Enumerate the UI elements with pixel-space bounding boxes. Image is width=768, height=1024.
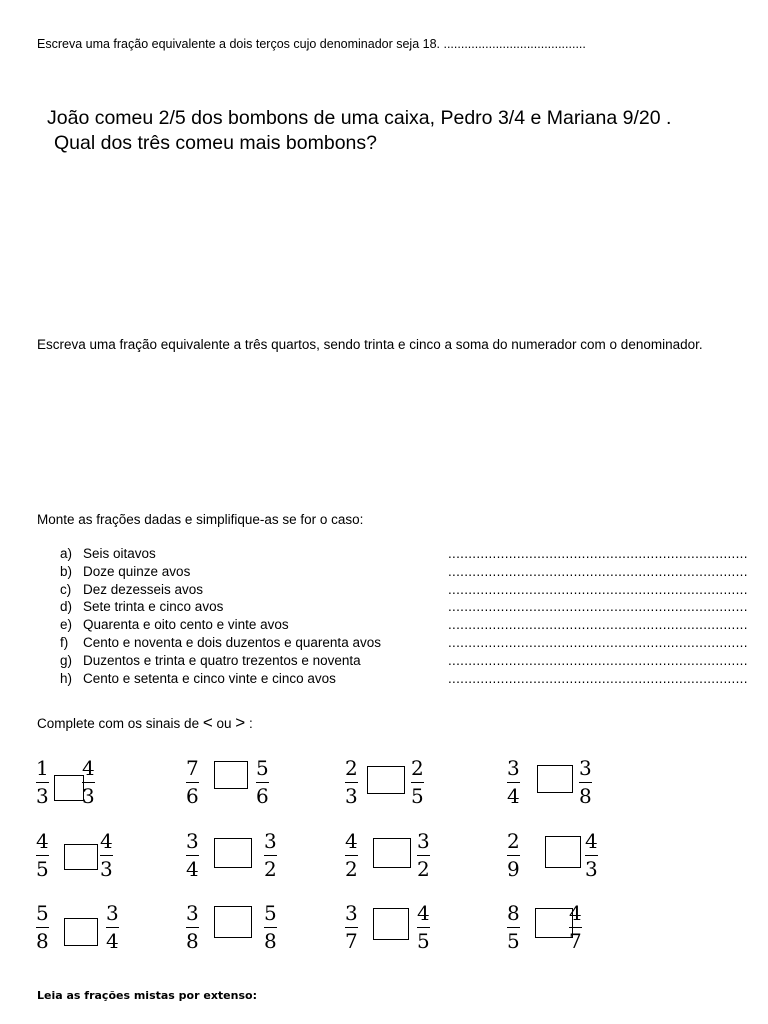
- fraction: [411, 757, 424, 807]
- fraction-denominator: 8: [36, 929, 49, 953]
- comparison-answer-box[interactable]: [64, 844, 98, 870]
- fraction-bar: [507, 782, 520, 783]
- question-build-fractions-title: Monte as frações dadas e simplifique-as se for o caso:: [37, 512, 364, 527]
- fraction-numerator: 3: [106, 901, 119, 925]
- fraction-bar: [345, 927, 358, 928]
- list-item-text: Seis oitavos: [83, 546, 156, 561]
- fraction-list: [60, 545, 748, 687]
- list-item: [60, 634, 748, 652]
- fraction-bar: [264, 927, 277, 928]
- question-bonbons: [47, 106, 671, 156]
- fraction: [417, 902, 430, 952]
- fraction-numerator: 4: [82, 756, 95, 780]
- fraction-bar: [345, 855, 358, 856]
- fraction-numerator: 4: [417, 901, 430, 925]
- fraction-numerator: 2: [507, 829, 520, 853]
- fraction-numerator: 3: [186, 829, 199, 853]
- fraction-denominator: 8: [579, 784, 592, 808]
- fraction-bar: [417, 855, 430, 856]
- answer-line[interactable]: ..........................................................................: [448, 599, 748, 615]
- comparison-answer-box[interactable]: [373, 908, 409, 940]
- list-item-letter: f): [60, 634, 69, 650]
- fraction-bar: [82, 782, 95, 783]
- fraction-bar: [186, 855, 199, 856]
- comparison-answer-box[interactable]: [367, 766, 405, 794]
- fraction-numerator: 5: [256, 756, 269, 780]
- fraction: [186, 757, 199, 807]
- fraction-bar: [585, 855, 598, 856]
- fraction-denominator: 8: [264, 929, 277, 953]
- list-item-letter: e): [60, 617, 73, 633]
- question-compare-title: [37, 713, 253, 733]
- fraction-bar: [507, 855, 520, 856]
- answer-line[interactable]: ..........................................................................: [448, 581, 748, 597]
- answer-line[interactable]: ..........................................................................: [448, 617, 748, 633]
- fraction-denominator: 3: [345, 784, 358, 808]
- fraction-denominator: 3: [100, 857, 113, 881]
- fraction: [106, 902, 119, 952]
- fraction: [345, 830, 358, 880]
- list-item: [60, 581, 748, 599]
- fraction: [585, 830, 598, 880]
- fraction-numerator: 2: [345, 756, 358, 780]
- comparison-answer-box[interactable]: [54, 775, 84, 801]
- fraction: [345, 757, 358, 807]
- comparison-answer-box[interactable]: [214, 838, 252, 868]
- fraction-denominator: 7: [569, 929, 582, 953]
- fraction-denominator: 8: [186, 929, 199, 953]
- comparison-answer-box[interactable]: [373, 838, 411, 868]
- fraction-denominator: 2: [264, 857, 277, 881]
- comparison-answer-box[interactable]: [214, 906, 252, 938]
- question-bonbons-line2: Qual dos três comeu mais bombons?: [54, 132, 377, 154]
- answer-line[interactable]: ..........................................................................: [448, 670, 748, 686]
- fraction-numerator: 7: [186, 756, 199, 780]
- list-item-letter: g): [60, 652, 73, 668]
- fraction-bar: [569, 927, 582, 928]
- fraction: [507, 902, 520, 952]
- list-item: [60, 616, 748, 634]
- fraction: [507, 757, 520, 807]
- answer-line[interactable]: ..........................................................................: [448, 546, 748, 561]
- compare-title-middle: ou: [212, 716, 236, 731]
- fraction-denominator: 2: [345, 857, 358, 881]
- comparison-answer-box[interactable]: [64, 918, 98, 946]
- fraction: [36, 830, 49, 880]
- list-item-letter: c): [60, 581, 72, 597]
- fraction: [256, 757, 269, 807]
- fraction: [186, 902, 199, 952]
- list-item-text: Cento e noventa e dois duzentos e quarenta avos: [83, 634, 381, 650]
- fraction-denominator: 9: [507, 857, 520, 881]
- fraction: [345, 902, 358, 952]
- fraction-bar: [36, 855, 49, 856]
- fraction-bar: [579, 782, 592, 783]
- fraction: [100, 830, 113, 880]
- question-mixed-fractions: Leia as frações mistas por extenso:: [37, 989, 257, 1002]
- fraction-denominator: 3: [82, 784, 95, 808]
- fraction-numerator: 1: [36, 756, 49, 780]
- comparison-answer-box[interactable]: [535, 908, 573, 938]
- fraction-denominator: 6: [256, 784, 269, 808]
- fraction-numerator: 4: [585, 829, 598, 853]
- fraction-bar: [345, 782, 358, 783]
- comparison-answer-box[interactable]: [537, 765, 573, 793]
- question-equivalent-three-quarters: Escreva uma fração equivalente a três quartos, sendo trinta e cinco a soma do numerador com o denominador.: [37, 337, 703, 352]
- fraction-bar: [106, 927, 119, 928]
- fraction: [579, 757, 592, 807]
- compare-title-suffix: :: [245, 716, 253, 731]
- fraction-bar: [411, 782, 424, 783]
- answer-line[interactable]: ..........................................................................: [448, 652, 748, 668]
- comparison-answer-box[interactable]: [545, 836, 581, 868]
- list-item-text: Doze quinze avos: [83, 563, 191, 579]
- list-item: [60, 545, 748, 563]
- fraction-numerator: 3: [417, 829, 430, 853]
- fraction-denominator: 5: [507, 929, 520, 953]
- fraction-numerator: 4: [36, 829, 49, 853]
- fraction: [186, 830, 199, 880]
- list-item: [60, 598, 748, 616]
- fraction-numerator: 5: [36, 901, 49, 925]
- fraction-numerator: 3: [507, 756, 520, 780]
- question-bonbons-line1: João comeu 2/5 dos bombons de uma caixa, Pedro 3/4 e Mariana 9/20 .: [47, 107, 672, 129]
- fraction-denominator: 5: [417, 929, 430, 953]
- fraction-denominator: 4: [507, 784, 520, 808]
- fraction-denominator: 5: [411, 784, 424, 808]
- fraction-denominator: 2: [417, 857, 430, 881]
- fraction-bar: [256, 782, 269, 783]
- fraction-denominator: 3: [585, 857, 598, 881]
- fraction-denominator: 4: [106, 929, 119, 953]
- greater-than-symbol: >: [235, 713, 246, 732]
- fraction: [82, 757, 95, 807]
- fraction: [264, 830, 277, 880]
- fraction-numerator: 3: [345, 901, 358, 925]
- list-item: [60, 670, 748, 688]
- fraction-numerator: 3: [579, 756, 592, 780]
- comparison-answer-box[interactable]: [214, 761, 248, 789]
- list-item-text: Dez dezesseis avos: [83, 581, 204, 597]
- fraction: [507, 830, 520, 880]
- question-equivalent-two-thirds: Escreva uma fração equivalente a dois terços cujo denominador seja 18. .........................................: [37, 37, 586, 51]
- fraction-numerator: 4: [100, 829, 113, 853]
- fraction-bar: [417, 927, 430, 928]
- fraction-numerator: 4: [569, 901, 582, 925]
- less-than-symbol: <: [202, 713, 213, 732]
- fraction-bar: [507, 927, 520, 928]
- list-item: [60, 563, 748, 581]
- list-item-letter: h): [60, 670, 73, 686]
- fraction-numerator: 2: [411, 756, 424, 780]
- answer-line[interactable]: ..........................................................................: [448, 634, 748, 650]
- fraction-numerator: 4: [345, 829, 358, 853]
- fraction-numerator: 3: [264, 829, 277, 853]
- list-item-text: Cento e setenta e cinco vinte e cinco avos: [83, 670, 336, 686]
- fraction-denominator: 7: [345, 929, 358, 953]
- fraction-bar: [186, 927, 199, 928]
- list-item-text: Quarenta e oito cento e vinte avos: [83, 617, 289, 633]
- fraction: [569, 902, 582, 952]
- answer-line[interactable]: ..........................................................................: [448, 563, 748, 579]
- list-item-text: Duzentos e trinta e quatro trezentos e noventa: [83, 652, 361, 668]
- fraction-numerator: 5: [264, 901, 277, 925]
- fraction-bar: [36, 782, 49, 783]
- compare-title-prefix: Complete com os sinais de: [37, 716, 203, 731]
- fraction-bar: [186, 782, 199, 783]
- fraction-denominator: 3: [36, 784, 49, 808]
- list-item-letter: a): [60, 546, 73, 561]
- fraction-denominator: 6: [186, 784, 199, 808]
- fraction: [264, 902, 277, 952]
- fraction-numerator: 3: [186, 901, 199, 925]
- fraction: [36, 902, 49, 952]
- fraction-denominator: 4: [186, 857, 199, 881]
- list-item-letter: d): [60, 599, 73, 615]
- fraction-denominator: 5: [36, 857, 49, 881]
- fraction-bar: [264, 855, 277, 856]
- fraction: [36, 757, 49, 807]
- fraction-numerator: 8: [507, 901, 520, 925]
- list-item-letter: b): [60, 563, 73, 579]
- fraction: [417, 830, 430, 880]
- fraction-bar: [36, 927, 49, 928]
- fraction-bar: [100, 855, 113, 856]
- list-item: [60, 652, 748, 670]
- list-item-text: Sete trinta e cinco avos: [83, 599, 224, 615]
